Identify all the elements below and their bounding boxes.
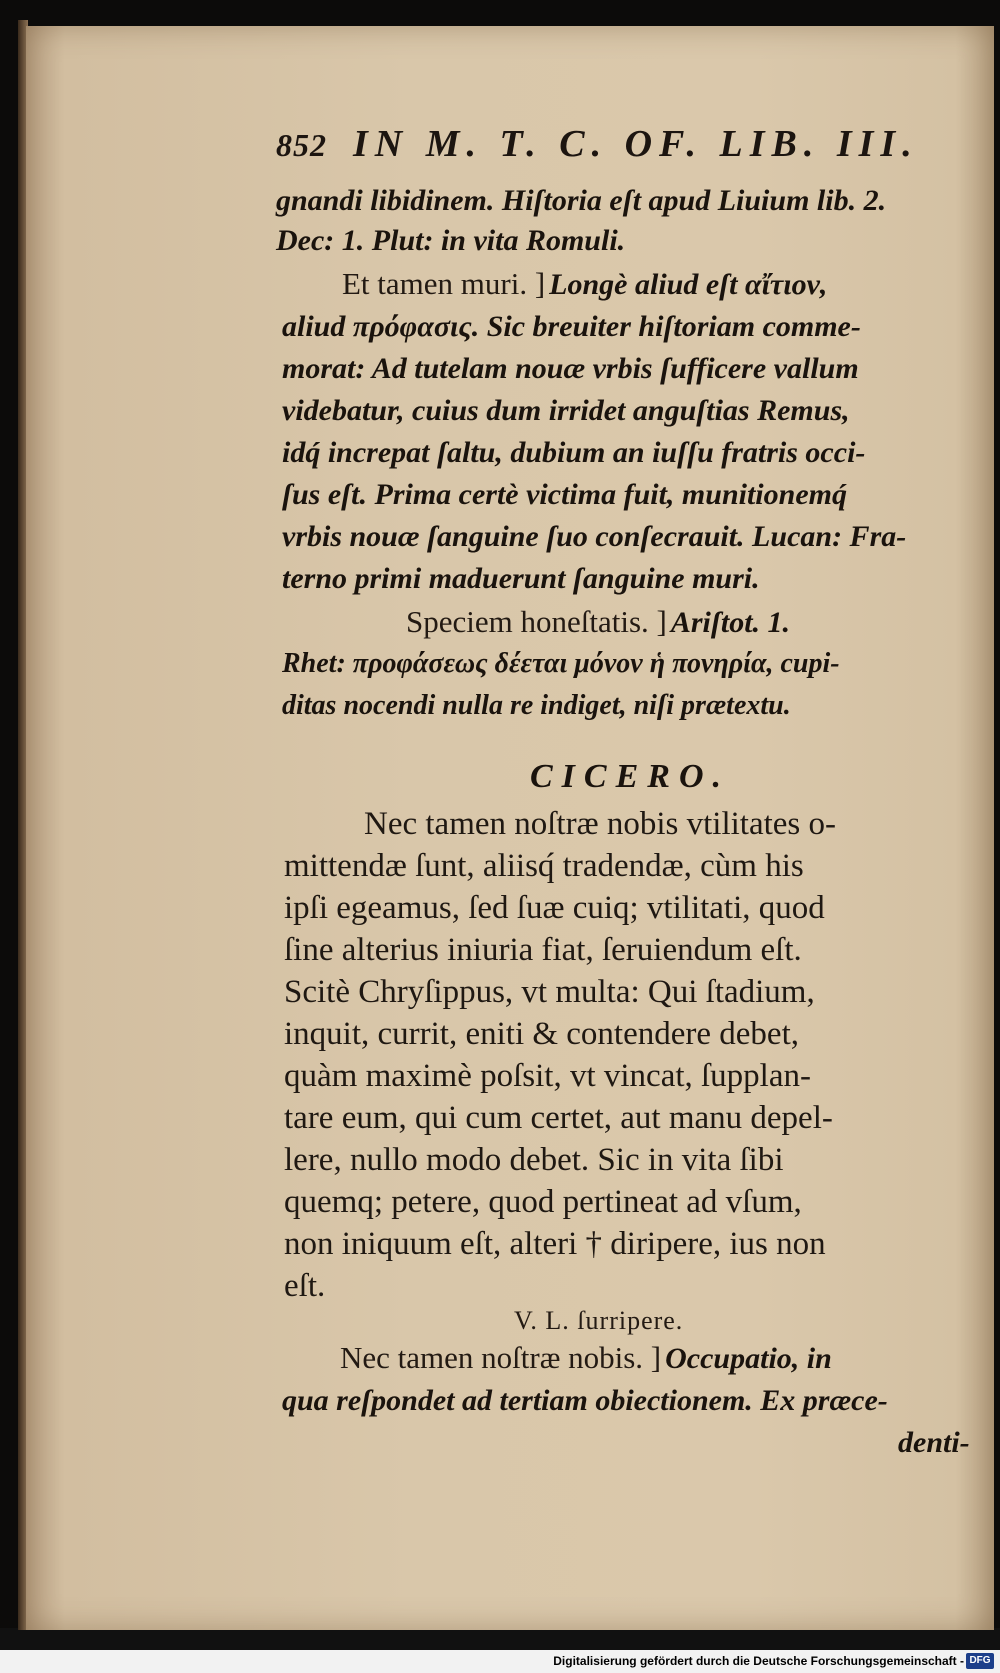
lemma-text: Speciem honeſtatis. ] [406, 604, 667, 639]
lemma [342, 266, 827, 302]
main-text-line: mittendæ ſunt, aliisq́ tradendæ, cùm his [284, 848, 804, 884]
lemma-commentary: Ariſtot. 1. [670, 606, 791, 639]
commentary-line: idq́ increpat ſaltu, dubium an iuſſu fratris occi- [282, 436, 866, 469]
main-text-line: ſine alterius iniuria fiat, ſeruiendum eſt. [284, 932, 802, 968]
commentary-line: Dec: 1. Plut: in vita Romuli. [276, 224, 626, 257]
variant-reading: V. L. ſurripere. [514, 1306, 684, 1335]
commentary-line: terno primi maduerunt ſanguine muri. [282, 562, 760, 595]
main-text-line: Scitè Chryſippus, vt multa: Qui ſtadium, [284, 974, 815, 1010]
commentary-line: aliud πρόφασις. Sic breuiter hiſtoriam comme- [282, 310, 861, 343]
main-text-line: quemq; petere, quod pertineat ad vſum, [284, 1184, 802, 1220]
commentary-line: qua reſpondet ad tertiam obiectionem. Ex præce- [282, 1384, 888, 1417]
main-text-line: non iniquum eſt, alteri † diripere, ius non [284, 1226, 826, 1262]
main-text-line: quàm maximè poſsit, vt vincat, ſupplan- [284, 1058, 811, 1094]
commentary-line: morat: Ad tutelam nouæ vrbis ſufficere vallum [282, 352, 859, 385]
main-text-line: ipſi egeamus, ſed ſuæ cuiq; vtilitati, quod [284, 890, 825, 926]
commentary-line: vrbis nouæ ſanguine ſuo conſecrauit. Lucan: Fra- [282, 520, 907, 553]
dfg-logo: DFG [966, 1653, 994, 1669]
running-title: IN M. T. C. OF. LIB. III. [353, 123, 919, 165]
lemma-commentary: Occupatio, in [665, 1342, 832, 1375]
lemma [406, 604, 790, 640]
commentary-line: videbatur, cuius dum irridet anguſtias Remus, [282, 394, 850, 427]
page-number: 852 [276, 127, 327, 163]
lemma-text: Nec tamen noſtræ nobis. ] [340, 1340, 662, 1375]
lemma-commentary: Longè aliud eſt αἴτιον, [549, 268, 828, 301]
main-text-line: inquit, currit, eniti & contendere debet, [284, 1016, 799, 1052]
commentary-line: ſus eſt. Prima certè victima fuit, munitionemq́ [282, 478, 847, 511]
main-text-line: Nec tamen noſtræ nobis vtilitates o- [364, 806, 836, 842]
commentary-line: Rhet: προφάσεως δέεται μόνον ἡ πονηρία, cupi- [282, 648, 840, 679]
running-head [276, 122, 919, 172]
main-text-line: eſt. [284, 1268, 326, 1304]
section-heading: CICERO. [530, 758, 730, 795]
lemma-text: Et tamen muri. ] [342, 266, 546, 301]
commentary-line: ditas nocendi nulla re indiget, niſi prætextu. [282, 690, 791, 721]
main-text-line: lere, nullo modo debet. Sic in vita ſibi [284, 1142, 784, 1178]
catchword: denti- [898, 1426, 970, 1459]
commentary-line: gnandi libidinem. Hiſtoria eſt apud Liuium lib. 2. [276, 184, 887, 217]
lemma [340, 1340, 832, 1376]
footer-credit: Digitalisierung gefördert durch die Deutsche Forschungsgemeinschaft - [553, 1654, 964, 1668]
main-text-line: tare eum, qui cum certet, aut manu depel- [284, 1100, 833, 1136]
